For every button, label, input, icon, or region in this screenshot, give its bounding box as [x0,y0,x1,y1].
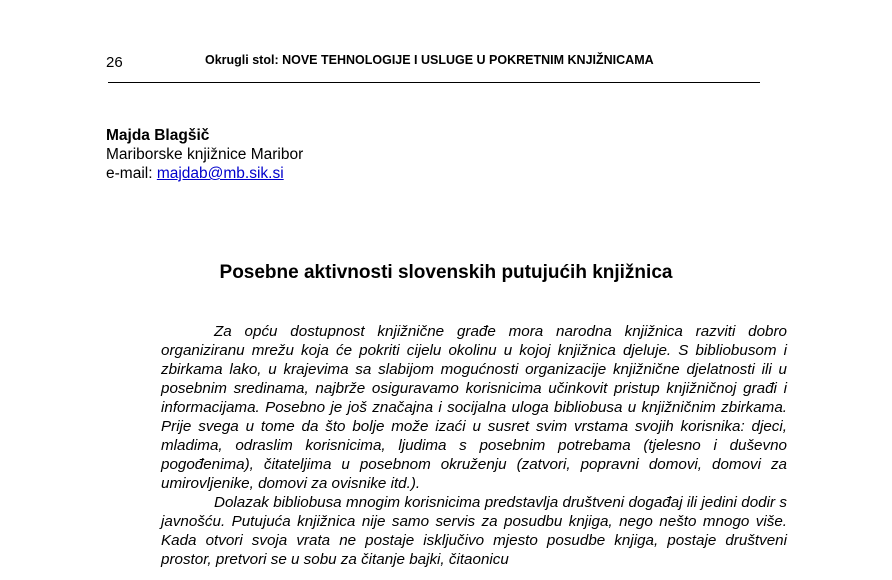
email-label: e-mail: [106,165,157,182]
header-rule [108,82,760,83]
author-block [106,126,303,183]
author-affiliation: Mariborske knjižnice Maribor [106,146,304,163]
article-title: Posebne aktivnosti slovenskih putujućih knjižnica [219,262,673,283]
article-body [161,322,787,569]
body-paragraph-1: Za opću dostupnost knjižnične građe mora narodna knjižnica razviti dobro organiziranu mrežu koja će pokriti cijelu okolinu u kojoj knjižnica djeluje. S bibliobusom i zbirkama lako, u krajevima sa slabijom mogućnosti organizacije knjižnične djelatnosti ili u posebnim sredinama, najbrže osiguravamo korisnicima učinkovit pristup knjižničnoj građi i informacijama. Posebno je još značajna i socijalna uloga bibliobusa u knjižničnim zbirkama. Prije svega u tome da što bolje može izaći u susret svim vrstama svojih korisnika: djeci, mladima, odraslim korisnicima, ljudima s posebnim potrebama (tjelesno i duševno pogođenima), čitateljima u posebnom okruženju (zatvori, popravni domovi, domovi za umirovljenike, domovi za ovisnike itd.). [161,323,787,492]
page-number: 26 [106,54,123,71]
body-paragraph-2: Dolazak bibliobusa mnogim korisnicima predstavlja društveni događaj ili jedini dodir s javnošću. Putujuća knjižnica nije samo servis za posudbu knjiga, nego nešto mnogo više. Kada otvori svoja vrata ne postaje isključivo mjesto posudbe knjiga, postaje društveni prostor, pretvori se u sobu za čitanje bajki, čitaonicu [161,494,787,568]
email-link[interactable]: majdab@mb.sik.si [156,165,284,182]
running-header: Okrugli stol: NOVE TEHNOLOGIJE I USLUGE U POKRETNIM KNJIŽNICAMA [205,53,654,67]
author-name: Majda Blagšič [106,127,210,144]
author-email [106,164,303,183]
